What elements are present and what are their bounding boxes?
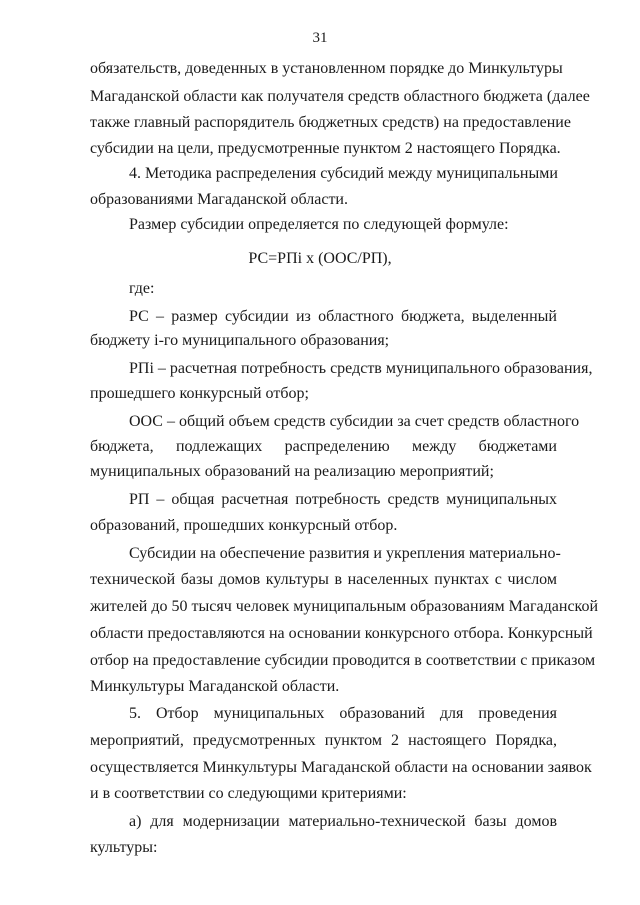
text-line: ООС – общий объем средств субсидии за счет средств областного [129, 413, 580, 430]
text-line: образованиями Магаданской области. [90, 191, 348, 208]
text-line: и в соответствии со следующими критериями: [90, 785, 407, 802]
text-line: РП – общая расчетная потребность средств муниципальных [129, 491, 557, 508]
text-line: жителей до 50 тысяч человек муниципальным образованиям Магаданской [90, 598, 599, 615]
formula: РС=РПi х (ООС/РП), [248, 250, 392, 267]
text-line: 4. Методика распределения субсидий между муниципальными [129, 165, 558, 182]
text-line: культуры: [90, 839, 158, 856]
text-line: Магаданской области как получателя средств областного бюджета (далее [90, 88, 590, 105]
text-line: РС – размер субсидии из областного бюджета, выделенный [129, 308, 557, 325]
text-line: муниципальных образований на реализацию мероприятий; [90, 463, 494, 480]
text-line: субсидии на цели, предусмотренные пунктом 2 настоящего Порядка. [90, 140, 561, 157]
text-line: прошедшего конкурсный отбор; [90, 385, 309, 402]
text-line: Субсидии на обеспечение развития и укрепления материально- [129, 545, 561, 562]
text-line: а) для модернизации материально-технической базы домов [129, 813, 557, 830]
text-line: 5. Отбор муниципальных образований для проведения [129, 705, 557, 722]
text-line: бюджета, подлежащих распределению между бюджетами [90, 438, 557, 455]
text-line: Размер субсидии определяется по следующей формуле: [129, 216, 509, 233]
text-line: технической базы домов культуры в населенных пунктах с числом [90, 571, 557, 588]
text-line: Минкультуры Магаданской области. [90, 678, 340, 695]
text-line: осуществляется Минкультуры Магаданской области на основании заявок [90, 759, 592, 776]
text-line: образований, прошедших конкурсный отбор. [90, 517, 398, 534]
page-number: 31 [312, 30, 328, 46]
text-line: РПi – расчетная потребность средств муниципального образования, [129, 360, 593, 377]
text-line: мероприятий, предусмотренных пунктом 2 настоящего Порядка, [90, 732, 557, 749]
text-line: бюджету i-го муниципального образования; [90, 332, 390, 349]
text-line: где: [129, 280, 155, 297]
text-line: также главный распорядитель бюджетных средств) на предоставление [90, 114, 571, 131]
text-line: области предоставляются на основании конкурсного отбора. Конкурсный [90, 625, 593, 642]
text-line: отбор на предоставление субсидии проводится в соответствии с приказом [90, 652, 596, 669]
text-line: обязательств, доведенных в установленном порядке до Минкультуры [90, 60, 563, 77]
